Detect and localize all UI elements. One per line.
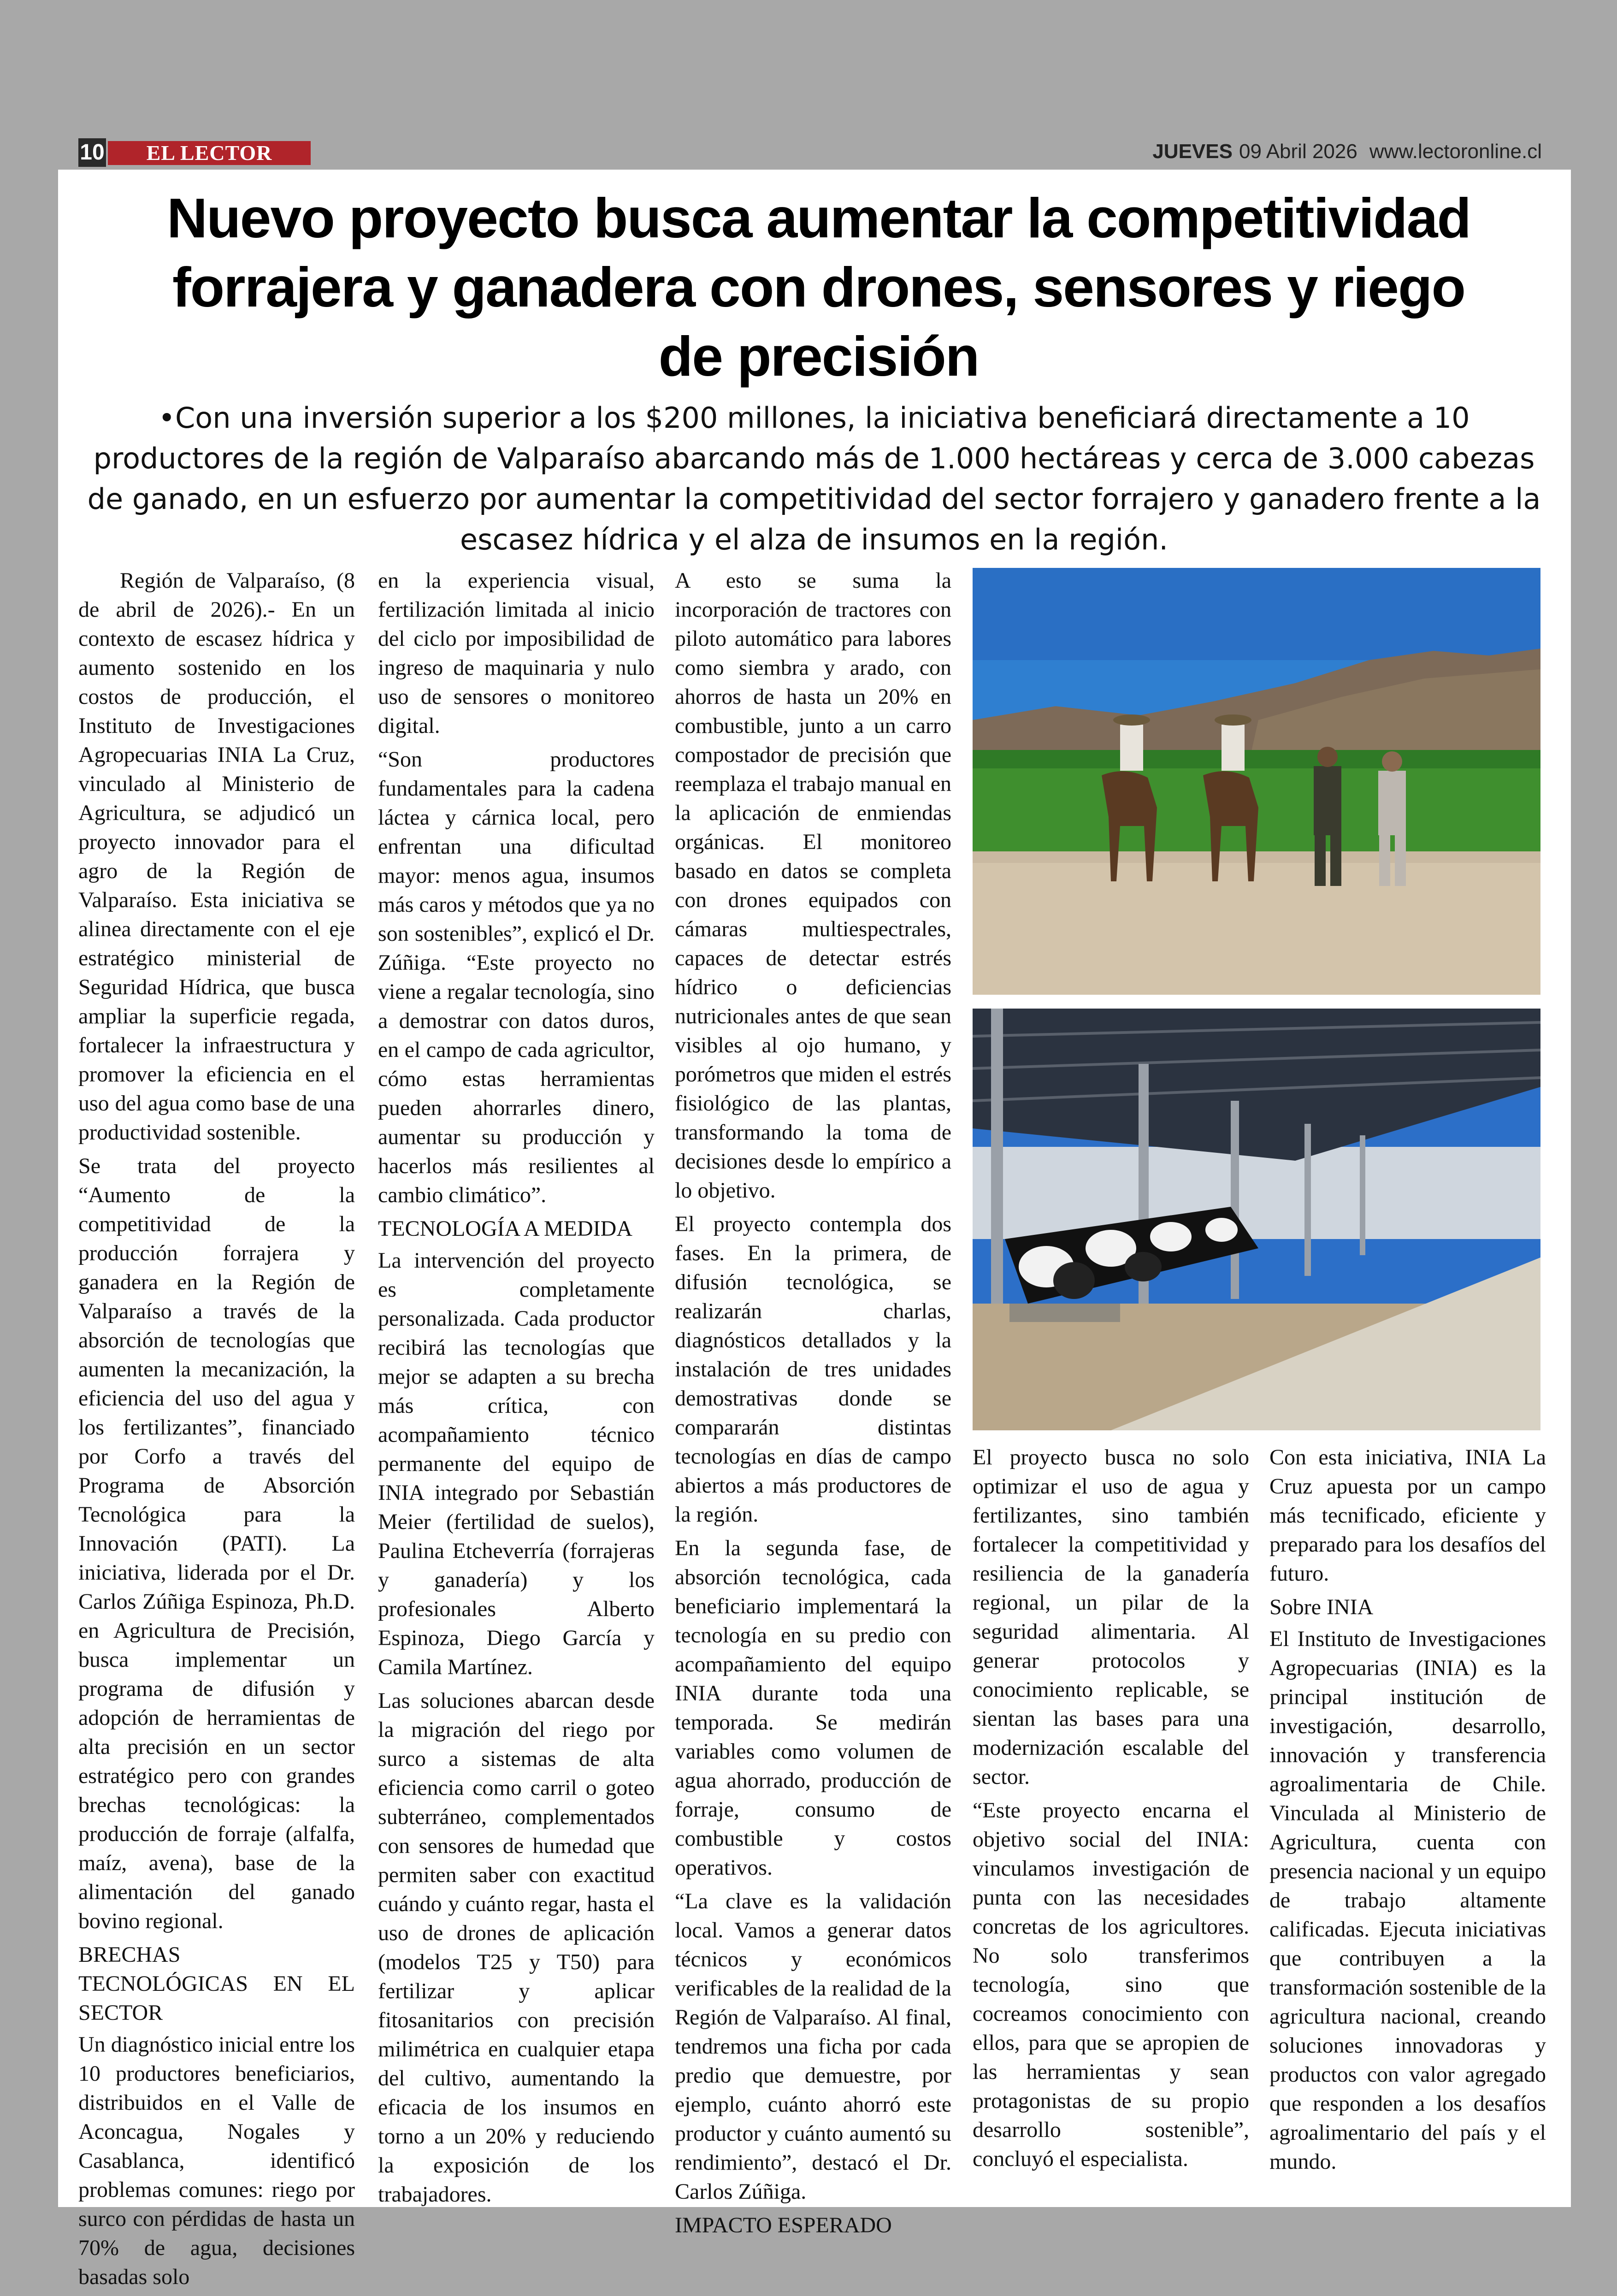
paragraph: Se trata del proyecto “Aumento de la competitividad de la producción forrajera y ganadera en la Región de Valparaíso a través de la absorción de tecnologías que aumenten la mecanización, la eficiencia del uso del agua y los fertilizantes”, financiado por Corfo a través del Programa de Absorción Tecnológica para la Innovación (PATI). La iniciativa, liderada por el Dr. Carlos Zúñiga Espinoza, Ph.D. en Agricultura de Precisión, busca implementar un programa de difusión y adopción de herramientas de alta precisión en un sector estratégico pero con grandes brechas tecnológicas: la producción de forraje (alfalfa, maíz, avena), base de la alimentación del ganado bovino regional. bbox=[78, 1154, 355, 1933]
paragraph: Región de Valparaíso, (8 de abril de 2026).- En un contexto de escasez hídrica y aumento sostenido en los costos de producción, el Instituto de Investigaciones Agropecuarias INIA La Cruz, vinculado al Ministerio de Agricultura, se adjudicó un proyecto innovador para el agro de la Región de Valparaíso. Esta iniciativa se alinea directamente con el eje estratégico ministerial de Seguridad Hídrica, que busca ampliar la superficie regada, fortalecer la infraestructura y promover la eficiencia en el uso del agua como base de una productividad sostenible. bbox=[78, 568, 355, 1145]
column-2 bbox=[378, 566, 655, 2213]
day-label: JUEVES bbox=[1152, 140, 1233, 163]
paragraph: Un diagnóstico inicial entre los 10 productores beneficiarios, distribuidos en el Valle de Aconcagua, Nogales y Casablanca, identificó problemas comunes: riego por surco con pérdidas de hasta un 70% de agua, decisiones basadas solo bbox=[78, 2032, 355, 2289]
paragraph: “Este proyecto encarna el objetivo social del INIA: vinculamos investigación de punta con las necesidades concretas de los agricultores. No solo transferimos tecnología, sino que cocreamos conocimiento con ellos, para que se apropien de las herramientas y sean protagonistas de su propio desarrollo sostenible”, concluyó el especialista. bbox=[973, 1798, 1249, 2171]
article-page bbox=[58, 170, 1571, 2289]
article-lead: •Con una inversión superior a los $200 millones, la iniciativa beneficiará directamente a 10 productores de la región de Valparaíso abarcando más de 1.000 hectáreas y cerca de 3.000 cabezas de ganado, en un esfuerzo por aumentar la competitividad del sector forrajero y ganadero frente a la escasez hídrica y el alza de insumos en la región. bbox=[87, 401, 1541, 556]
riders-field-illustration bbox=[973, 568, 1540, 995]
paragraph: Con esta iniciativa, INIA La Cruz apuesta por un campo más tecnificado, eficiente y preparado para los desafíos del futuro. bbox=[1269, 1445, 1546, 1586]
paragraph: “La clave es la validación local. Vamos a generar datos técnicos y económicos verificables de la realidad de la Región de Valparaíso. Al final, tendremos una ficha por cada predio que demuestre, por ejemplo, cuánto ahorró este productor y cuánto aumentó su rendimiento”, destacó el Dr. Carlos Zúñiga. bbox=[675, 1889, 951, 2204]
paragraph: En la segunda fase, de absorción tecnológica, cada beneficiario implementará la tecnología en su predio con acompañamiento del equipo INIA durante toda una temporada. Se medirán variables como volumen de agua ahorrado, producción de forraje, consumo de combustible y costos operativos. bbox=[675, 1536, 951, 1880]
date-label: 09 Abril 2026 bbox=[1239, 140, 1357, 163]
section-subheading: IMPACTO ESPERADO bbox=[675, 2213, 892, 2237]
paragraph: en la experiencia visual, fertilización limitada al inicio del ciclo por imposibilidad de ingreso de maquinaria y nulo uso de sensores o monitoreo digital. bbox=[378, 568, 655, 738]
paragraph: “Son productores fundamentales para la cadena láctea y cárnica local, pero enfrentan una dificultad mayor: menos agua, insumos más caros y métodos que ya no son sostenibles”, explicó el Dr. Zúñiga. “Este proyecto no viene a regalar tecnología, sino a demostrar con datos duros, en el campo de cada agricultor, cómo estas herramientas pueden ahorrarles dinero, aumentar su producción y hacerlos más resilientes al cambio climático”. bbox=[378, 747, 655, 1207]
section-subheading: TECNOLOGÍA A MEDIDA bbox=[378, 1216, 632, 1241]
paragraph: El proyecto contempla dos fases. En la primera, de difusión tecnológica, se realizarán charlas, diagnósticos detallados y la instalación de tres unidades demostrativas donde se compararán distintas tecnologías en días de campo abiertos a más productores de la región. bbox=[675, 1212, 951, 1527]
column-3 bbox=[675, 566, 951, 2243]
newspaper-logo: EL LECTOR bbox=[108, 141, 311, 165]
photo-dairy-barn bbox=[973, 1009, 1540, 1430]
paragraph: El proyecto busca no solo optimizar el uso de agua y fertilizantes, sino también fortalecer la competitividad y resiliencia de la ganadería regional, un pilar de la seguridad alimentaria. Al generar protocolos y conocimiento replicable, se sientan las bases para una modernización escalable del sector. bbox=[973, 1445, 1249, 1789]
section-subheading: BRECHAS TECNOLÓGICAS EN EL SECTOR bbox=[78, 1942, 355, 2025]
column-1 bbox=[78, 566, 355, 2296]
paragraph: El Instituto de Investigaciones Agropecuarias (INIA) es la principal institución de investigación, desarrollo, innovación y transferencia agroalimentaria de Chile. Vinculada al Ministerio de Agricultura, cuenta con presencia nacional y un equipo de trabajo altamente calificadas. Ejecuta iniciativas que contribuyen a la transformación sostenible de la agricultura nacional, creando soluciones innovadoras y productos con valor agregado que responden a los desafíos agroalimentario del país y el mundo. bbox=[1269, 1627, 1546, 2174]
dairy-barn-illustration bbox=[973, 1009, 1540, 1430]
paragraph: A esto se suma la incorporación de tractores con piloto automático para labores como siembra y arado, con ahorros de hasta un 20% en combustible, junto a un carro compostador de precisión que reemplaza el trabajo manual en la aplicación de enmiendas orgánicas. El monitoreo basado en datos se completa con drones equipados con cámaras multiespectrales, capaces de detectar estrés hídrico o deficiencias nutricionales antes de que sean visibles al ojo humano, y porómetros que miden el estrés fisiológico de las plantas, transformando la toma de decisiones desde lo empírico a lo objetivo. bbox=[675, 568, 951, 1203]
page-number: 10 bbox=[78, 138, 106, 167]
website-link[interactable]: www.lectoronline.cl bbox=[1369, 140, 1542, 163]
section-subheading: Sobre INIA bbox=[1269, 1595, 1374, 1619]
column-5 bbox=[1269, 1443, 1546, 2181]
photo-riders-field bbox=[973, 568, 1540, 995]
page-header bbox=[78, 138, 1542, 171]
paragraph: La intervención del proyecto es completamente personalizada. Cada productor recibirá las tecnologías que mejor se adapten a su brecha más crítica, con acompañamiento técnico permanente del equipo de INIA integrado por Sebastián Meier (fertilidad de suelos), Paulina Etcheverría (forrajeras y ganadería) y los profesionales Alberto Espinoza, Diego García y Camila Martínez. bbox=[378, 1248, 655, 1679]
paragraph: Las soluciones abarcan desde la migración del riego por surco a sistemas de alta eficiencia como carril o goteo subterráneo, complementados con sensores de humedad que permiten saber con exactitud cuándo y cuánto regar, hasta el uso de drones de aplicación (modelos T25 y T50) para fertilizar y aplicar fitosanitarios con precisión milimétrica en cualquier etapa del cultivo, aumentando la eficacia de los insumos en torno a un 20% y reduciendo la exposición de los trabajadores. bbox=[378, 1688, 655, 2207]
column-4 bbox=[973, 1443, 1249, 2178]
article-headline: Nuevo proyecto busca aumentar la competitividad forrajera y ganadera con drones, sensores y riego de precisión bbox=[167, 187, 1470, 388]
dateline bbox=[1152, 140, 1542, 163]
